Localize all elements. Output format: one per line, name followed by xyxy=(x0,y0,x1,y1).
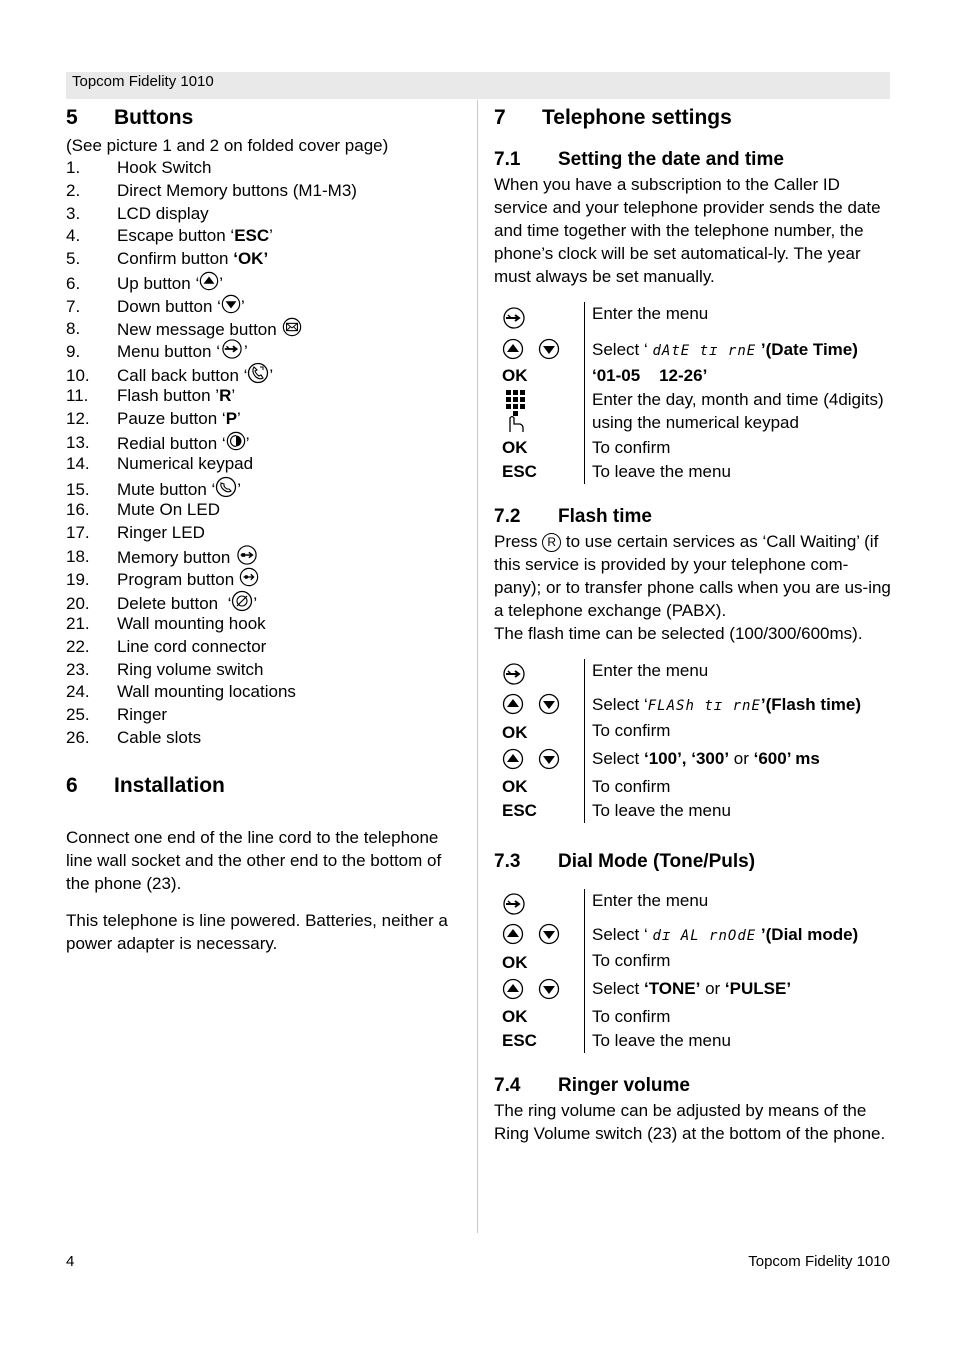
ringer-volume-paragraph: The ring volume can be adjusted by means of the Ring Volume switch (23) at the bottom of the phone. xyxy=(494,1101,886,1143)
list-item-label: Call back button ‘ xyxy=(117,366,248,386)
section-6-heading: 6 Installation xyxy=(66,773,225,797)
list-item-label: Ring volume switch xyxy=(117,659,264,679)
down-arrow-icon xyxy=(538,338,560,365)
list-item xyxy=(66,317,466,340)
list-item xyxy=(66,613,466,636)
list-item-number: 7. xyxy=(66,296,81,316)
up-arrow-icon xyxy=(502,923,524,950)
list-item-suffix: ’ xyxy=(244,342,248,362)
list-item-number: 17. xyxy=(66,522,90,542)
step-enter-day-month: Enter the day, month and time (4digits) using the numerical keypad xyxy=(592,390,884,432)
step-leave-menu: To leave the menu xyxy=(592,462,731,481)
list-item-label: Ringer LED xyxy=(117,522,205,542)
list-item xyxy=(66,704,466,727)
list-item xyxy=(66,659,466,682)
list-item xyxy=(66,294,466,317)
list-item-label: Menu button ‘ xyxy=(117,342,221,362)
list-item-number: 21. xyxy=(66,613,90,633)
list-item-suffix: ’ xyxy=(253,594,258,614)
list-item-label: Direct Memory buttons (M1-M3) xyxy=(117,180,357,200)
list-item-label: Pauze button ‘ xyxy=(117,408,226,428)
list-item-number: 19. xyxy=(66,570,90,590)
step-enter-menu: Enter the menu xyxy=(592,304,709,323)
list-item xyxy=(66,522,466,545)
list-item-label: Up button ‘ xyxy=(117,273,200,293)
list-item-suffix: ’ xyxy=(269,226,273,246)
flash-steps xyxy=(494,659,894,823)
list-item xyxy=(66,203,466,226)
down-arrow-icon xyxy=(538,748,560,775)
step-select-flash-time: Select ‘FLASh tɪ rnE’(Flash time) xyxy=(592,695,862,714)
list-item-label: Memory button xyxy=(117,547,236,567)
list-item-label: Line cord connector xyxy=(117,636,267,656)
list-item xyxy=(66,408,466,431)
step-select-tone-pulse: Select ‘TONE’ or ‘PULSE’ xyxy=(592,979,792,998)
list-item xyxy=(66,499,466,522)
right-column xyxy=(494,104,894,1145)
flash-paragraph: Press R to use certain services as ‘Call Waiting’ (if this service is provided by your telephone com-pany); or to transfer phone calls when you are us-ing a telephone exchange (PABX). xyxy=(494,532,891,620)
list-item-number: 5. xyxy=(66,249,81,269)
list-item-key: R xyxy=(219,385,232,405)
list-item-suffix: ’ xyxy=(245,433,250,453)
list-item-suffix: ’ xyxy=(237,408,241,428)
list-item-number: 12. xyxy=(66,408,90,428)
step-confirm: To confirm xyxy=(592,1007,671,1026)
step-enter-menu: Enter the menu xyxy=(592,891,709,910)
list-item-number: 22. xyxy=(66,636,90,656)
list-item-label: Flash button ’ xyxy=(117,385,220,405)
esc-key: ESC xyxy=(502,462,537,481)
list-item-key: ESC xyxy=(234,226,270,246)
keypad-icon xyxy=(502,388,528,439)
menu-icon xyxy=(502,893,526,920)
list-item-label: Numerical keypad xyxy=(117,454,254,474)
list-item-number: 16. xyxy=(66,499,90,519)
step-confirm: To confirm xyxy=(592,951,671,970)
date-time-steps xyxy=(494,302,894,484)
section-5-intro: (See picture 1 and 2 on folded cover page) xyxy=(66,136,389,155)
esc-key: ESC xyxy=(502,1031,537,1050)
list-item-number: 4. xyxy=(66,226,81,246)
list-item-label: Down button ‘ xyxy=(117,296,221,316)
section-7-3-heading: 7.3 Dial Mode (Tone/Puls) xyxy=(494,851,756,872)
list-item-suffix: ’ xyxy=(240,296,245,316)
list-item-label: LCD display xyxy=(117,203,209,223)
list-item xyxy=(66,157,466,180)
list-item xyxy=(66,476,466,499)
section-7-2-heading: 7.2 Flash time xyxy=(494,506,652,527)
list-item-label: Ringer xyxy=(117,705,168,725)
list-item-number: 18. xyxy=(66,547,90,567)
step-select-flash-value: Select ‘100’, ‘300’ or ‘600’ ms xyxy=(592,749,820,768)
step-confirm: To confirm xyxy=(592,438,671,457)
step-leave-menu: To leave the menu xyxy=(592,1031,731,1050)
callback-icon xyxy=(247,362,269,391)
left-column xyxy=(66,104,466,955)
menu-icon xyxy=(502,307,526,334)
date-time-value: ‘01-05 12-26’ xyxy=(592,366,708,385)
up-arrow-icon xyxy=(502,748,524,775)
step-confirm: To confirm xyxy=(592,721,671,740)
installation-paragraph-2: This telephone is line powered. Batteries, neither a power adapter is necessary. xyxy=(66,910,448,953)
list-item xyxy=(66,727,466,750)
up-arrow-icon xyxy=(502,693,524,720)
up-arrow-icon xyxy=(502,978,524,1005)
list-item xyxy=(66,339,466,362)
esc-key: ESC xyxy=(502,801,537,820)
list-item-label: Program button xyxy=(117,570,239,590)
list-item-number: 11. xyxy=(66,385,89,405)
section-7-heading: 7 Telephone settings xyxy=(494,106,732,129)
list-item-suffix: ’ xyxy=(269,366,274,386)
ok-key: OK xyxy=(502,723,528,742)
list-item-label: Wall mounting hook xyxy=(117,613,266,633)
list-item-label: Mute On LED xyxy=(117,499,220,519)
step-select-date-time: Select ‘ dAtE tɪ rnE ’(Date Time) xyxy=(592,340,858,359)
list-item xyxy=(66,248,466,271)
menu-icon xyxy=(502,663,526,690)
list-item xyxy=(66,362,466,385)
list-item-label: Cable slots xyxy=(117,727,202,747)
list-item-label: New message button xyxy=(117,319,282,339)
step-select-dial-mode: Select ‘ dɪ AL rnOdE ’(Dial mode) xyxy=(592,925,859,944)
list-item-suffix: ’ xyxy=(219,273,224,293)
list-item-label: Escape button ‘ xyxy=(117,226,235,246)
ok-key: OK xyxy=(502,438,528,457)
installation-paragraph-1: Connect one end of the line cord to the telephone line wall socket and the other end to the bottom of the phone (23). xyxy=(66,827,442,893)
list-item xyxy=(66,271,466,294)
ok-key: OK xyxy=(502,1007,528,1026)
flash-paragraph-2: The flash time can be selected (100/300/600ms). xyxy=(494,624,863,643)
list-item-key: ‘OK’ xyxy=(233,249,269,269)
ok-key: OK xyxy=(502,777,528,796)
list-item-label: Wall mounting locations xyxy=(117,682,296,702)
list-item-number: 25. xyxy=(66,705,90,725)
down-arrow-icon xyxy=(538,978,560,1005)
step-enter-menu: Enter the menu xyxy=(592,661,709,680)
page-number: 4 xyxy=(66,1253,75,1270)
list-item-label: Delete button ‘ xyxy=(117,594,232,614)
ok-key: OK xyxy=(502,366,528,385)
header-title: Topcom Fidelity 1010 xyxy=(72,73,214,90)
step-leave-menu: To leave the menu xyxy=(592,801,731,820)
list-item-number: 8. xyxy=(66,319,81,339)
list-item-label: Mute button ‘ xyxy=(117,480,216,500)
list-item-number: 13. xyxy=(66,433,90,453)
list-item-number: 15. xyxy=(66,480,90,500)
list-item xyxy=(66,453,466,476)
list-item-suffix: ’ xyxy=(231,385,236,405)
list-item-number: 10. xyxy=(66,366,90,386)
down-arrow-icon xyxy=(538,923,560,950)
down-arrow-icon xyxy=(538,693,560,720)
list-item-label: Hook Switch xyxy=(117,158,212,177)
section-7-4-heading: 7.4 Ringer volume xyxy=(494,1075,690,1096)
list-item xyxy=(66,681,466,704)
list-item xyxy=(66,225,466,248)
list-item-number: 26. xyxy=(66,727,90,747)
list-item-number: 24. xyxy=(66,682,90,702)
up-arrow-icon xyxy=(502,338,524,365)
ok-key: OK xyxy=(502,953,528,972)
footer-title: Topcom Fidelity 1010 xyxy=(748,1253,890,1270)
list-item-number: 1. xyxy=(66,158,81,177)
list-item-number: 14. xyxy=(66,454,90,474)
list-item-number: 9. xyxy=(66,342,81,362)
list-item-suffix: ’ xyxy=(237,480,242,500)
list-item-number: 20. xyxy=(66,594,90,614)
list-item xyxy=(66,545,466,568)
envelope-icon xyxy=(281,317,303,344)
list-item xyxy=(66,431,466,454)
list-item-number: 23. xyxy=(66,659,90,679)
list-item-label: Redial button ‘ xyxy=(117,433,226,453)
column-divider xyxy=(477,100,478,1233)
section-7-1-heading: 7.1 Setting the date and time xyxy=(494,149,784,170)
list-item-number: 2. xyxy=(66,180,81,200)
buttons-list xyxy=(66,157,466,750)
list-item xyxy=(66,636,466,659)
list-item xyxy=(66,590,466,613)
list-item xyxy=(66,567,466,590)
list-item-label: Confirm button xyxy=(117,249,234,269)
list-item-key: P xyxy=(225,408,238,428)
list-item xyxy=(66,180,466,203)
page-header xyxy=(66,72,890,99)
list-item-number: 3. xyxy=(66,203,81,223)
list-item-number: 6. xyxy=(66,273,81,293)
flash-r-icon: R xyxy=(542,533,561,552)
step-confirm: To confirm xyxy=(592,777,671,796)
dial-mode-steps xyxy=(494,889,894,1053)
date-time-paragraph: When you have a subscription to the Caller ID service and your telephone provider sends the date and time together with the telephone number, the phone’s clock will be set automatical-ly. The year must always be set manually. xyxy=(494,175,881,286)
section-5-heading: 5 Buttons xyxy=(66,106,194,129)
